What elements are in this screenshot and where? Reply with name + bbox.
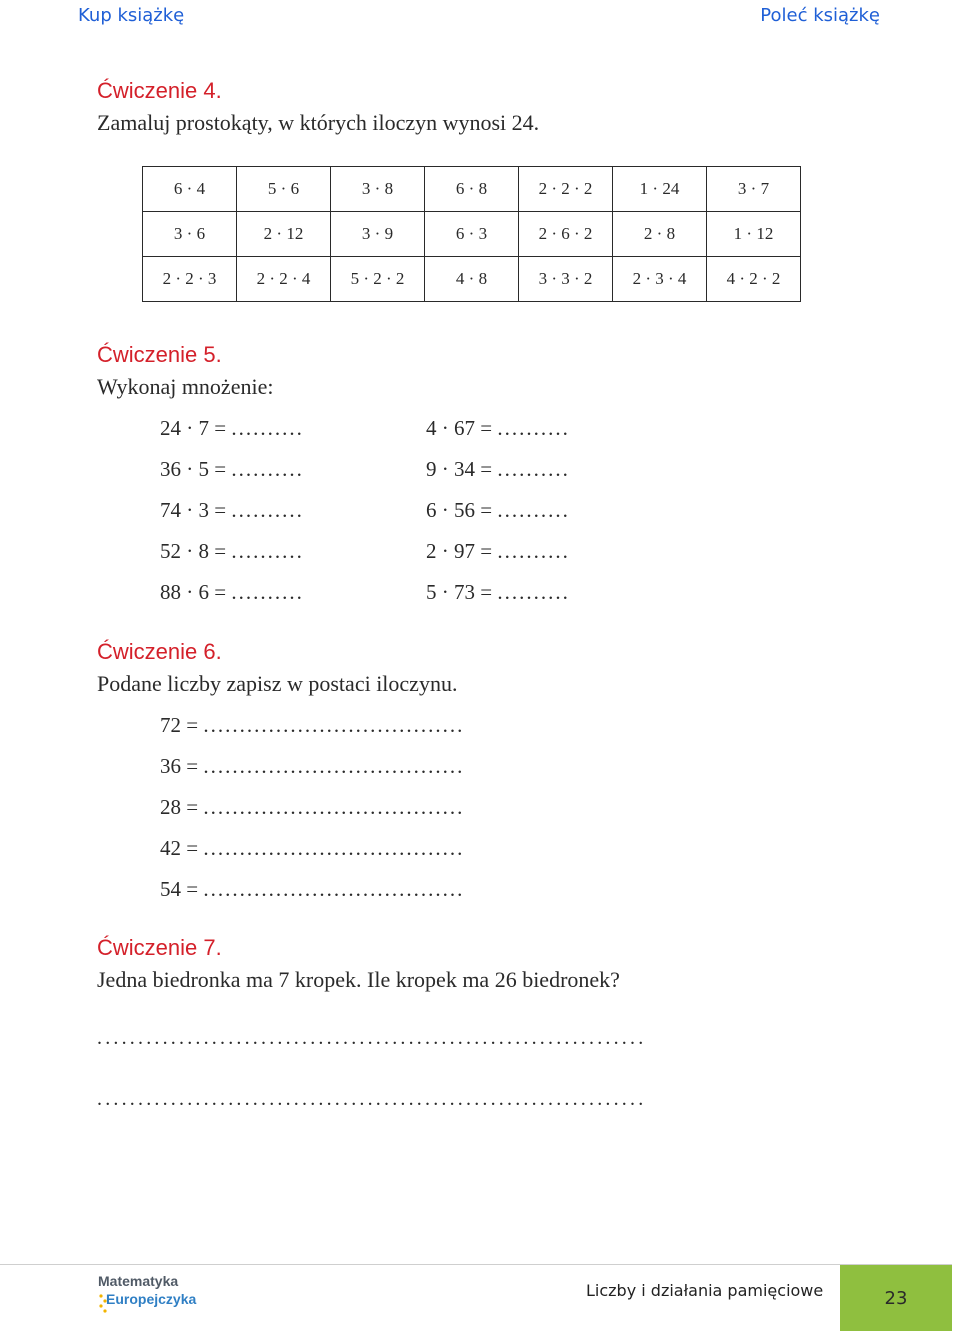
answer-blank[interactable]: ..........	[231, 498, 304, 522]
grid-cell[interactable]: 2 · 12	[237, 212, 331, 257]
multiplication-item: 36 · 5 = ..........	[160, 457, 304, 481]
product-grid	[142, 166, 801, 302]
exercise-7-question: Jedna biedronka ma 7 kropek. Ile kropek ma 26 biedronek?	[97, 967, 620, 992]
multiplication-item: 6 · 56 = ..........	[426, 498, 570, 522]
exercise-5-title: Ćwiczenie 5.	[97, 342, 222, 367]
grid-cell[interactable]: 1 · 12	[707, 212, 801, 257]
factorization-item: 54 = ....................................	[160, 877, 465, 901]
grid-row	[143, 212, 801, 257]
grid-cell[interactable]: 1 · 24	[613, 167, 707, 212]
grid-cell[interactable]: 2 · 6 · 2	[519, 212, 613, 257]
answer-blank[interactable]: ....................................	[203, 795, 465, 819]
exercise-5-instruction: Wykonaj mnożenie:	[97, 374, 274, 399]
answer-blank[interactable]: ....................................	[203, 713, 465, 737]
grid-cell[interactable]: 3 · 7	[707, 167, 801, 212]
grid-cell[interactable]: 4 · 2 · 2	[707, 257, 801, 302]
factorization-item: 72 = ....................................	[160, 713, 465, 737]
answer-line[interactable]: ...................................................................	[97, 1027, 647, 1049]
recommend-book-link[interactable]: Poleć książkę	[760, 5, 880, 26]
grid-cell[interactable]: 3 · 6	[143, 212, 237, 257]
grid-cell[interactable]: 2 · 2 · 3	[143, 257, 237, 302]
factorization-item: 42 = ....................................	[160, 836, 465, 860]
answer-blank[interactable]: ....................................	[203, 754, 465, 778]
answer-blank[interactable]: ..........	[231, 416, 304, 440]
grid-row	[143, 257, 801, 302]
answer-blank[interactable]: ..........	[497, 539, 570, 563]
multiplication-item: 52 · 8 = ..........	[160, 539, 304, 563]
grid-cell[interactable]: 6 · 4	[143, 167, 237, 212]
page-number: 23	[840, 1265, 952, 1331]
multiplication-item: 4 · 67 = ..........	[426, 416, 570, 440]
grid-cell[interactable]: 2 · 2 · 2	[519, 167, 613, 212]
grid-cell[interactable]: 6 · 3	[425, 212, 519, 257]
logo-subtitle: Europejczyka	[106, 1291, 197, 1307]
multiplication-item: 9 · 34 = ..........	[426, 457, 570, 481]
answer-blank[interactable]: ....................................	[203, 877, 465, 901]
grid-cell[interactable]: 2 · 8	[613, 212, 707, 257]
grid-row	[143, 167, 801, 212]
answer-blank[interactable]: ....................................	[203, 836, 465, 860]
multiplication-item: 74 · 3 = ..........	[160, 498, 304, 522]
factorization-item: 28 = ....................................	[160, 795, 465, 819]
answer-line[interactable]: ...................................................................	[97, 1088, 647, 1110]
exercise-4-title: Ćwiczenie 4.	[97, 78, 222, 103]
answer-blank[interactable]: ..........	[497, 457, 570, 481]
exercise-4-instruction: Zamaluj prostokąty, w których iloczyn wynosi 24.	[97, 110, 540, 135]
page-footer	[0, 1264, 952, 1331]
grid-cell[interactable]: 2 · 2 · 4	[237, 257, 331, 302]
answer-blank[interactable]: ..........	[497, 580, 570, 604]
exercise-7-title: Ćwiczenie 7.	[97, 935, 222, 960]
answer-blank[interactable]: ..........	[231, 580, 304, 604]
exercise-6-title: Ćwiczenie 6.	[97, 639, 222, 664]
grid-cell[interactable]: 6 · 8	[425, 167, 519, 212]
logo-title: Matematyka	[98, 1273, 179, 1289]
answer-blank[interactable]: ..........	[231, 457, 304, 481]
logo	[98, 1273, 198, 1319]
exercise-6-instruction: Podane liczby zapisz w postaci iloczynu.	[97, 671, 458, 696]
multiplication-item: 24 · 7 = ..........	[160, 416, 304, 440]
grid-cell[interactable]: 3 · 8	[331, 167, 425, 212]
multiplication-item: 5 · 73 = ..........	[426, 580, 570, 604]
grid-cell[interactable]: 3 · 9	[331, 212, 425, 257]
answer-blank[interactable]: ..........	[231, 539, 304, 563]
answer-blank[interactable]: ..........	[497, 416, 570, 440]
factorization-item: 36 = ....................................	[160, 754, 465, 778]
multiplication-item: 88 · 6 = ..........	[160, 580, 304, 604]
chapter-title: Liczby i działania pamięciowe	[586, 1281, 824, 1300]
grid-cell[interactable]: 5 · 2 · 2	[331, 257, 425, 302]
grid-cell[interactable]: 5 · 6	[237, 167, 331, 212]
buy-book-link[interactable]: Kup książkę	[78, 5, 185, 26]
grid-cell[interactable]: 4 · 8	[425, 257, 519, 302]
grid-cell[interactable]: 3 · 3 · 2	[519, 257, 613, 302]
answer-blank[interactable]: ..........	[497, 498, 570, 522]
grid-cell[interactable]: 2 · 3 · 4	[613, 257, 707, 302]
multiplication-item: 2 · 97 = ..........	[426, 539, 570, 563]
